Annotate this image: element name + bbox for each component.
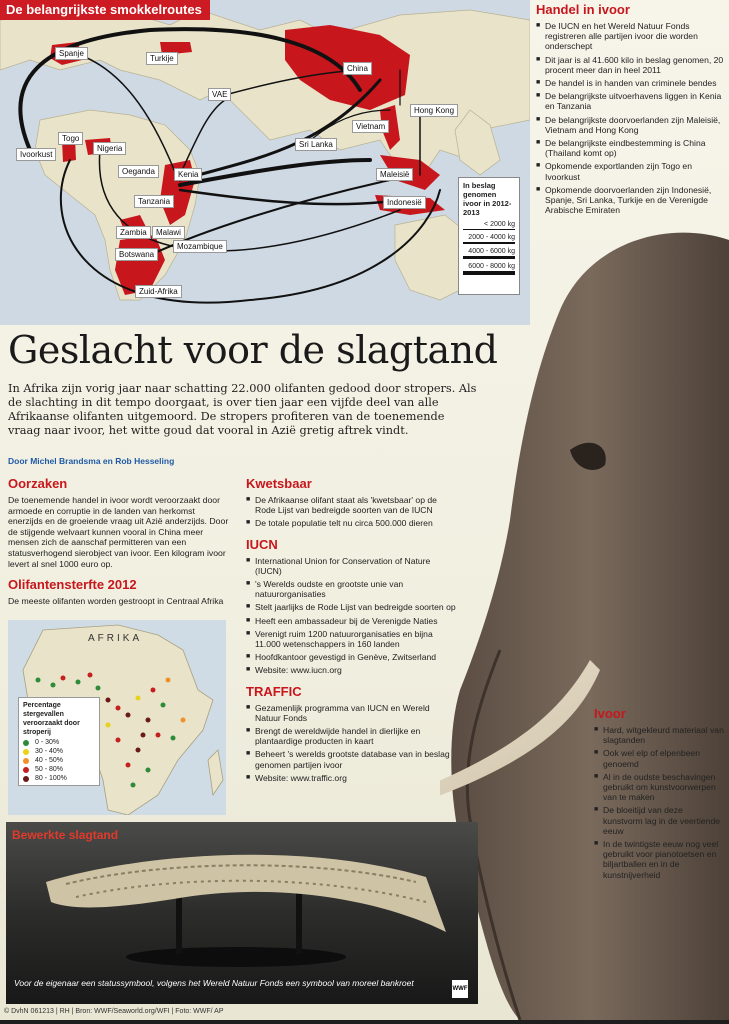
label-srilanka: Sri Lanka [295, 138, 337, 151]
list-item: ■ De totale populatie telt nu circa 500.000 dieren [246, 518, 456, 528]
label-ivoorkust: Ivoorkust [16, 148, 56, 161]
red-dot-icon [23, 767, 29, 773]
list-item: ■ Beheert 's werelds grootste database van in beslag genomen partijen ivoor [246, 749, 456, 769]
carved-tusk-photo [6, 822, 478, 1004]
label-vietnam: Vietnam [352, 120, 389, 133]
label-malawi: Malawi [152, 226, 185, 239]
label-maleisie: Maleisië [376, 168, 413, 181]
list-item: ■ Stelt jaarlijks de Rode Lijst van bedreigde soorten op [246, 602, 456, 612]
handel-section [536, 2, 724, 218]
orange-dot-icon [23, 758, 29, 764]
list-item: ■ De belangrijkste uitvoerhavens liggen in Kenia en Tanzania [536, 91, 724, 111]
label-hongkong: Hong Kong [410, 104, 458, 117]
legend-item: 0 - 30% [23, 739, 95, 746]
africa-label: AFRIKA [88, 633, 143, 644]
carved-caption: Voor de eigenaar een statussymbool, volgens het Wereld Natuur Fonds een symbool van moreel bankroet [14, 978, 414, 988]
oorzaken-text: De toenemende handel in ivoor wordt veroorzaakt door armoede en corruptie in de landen van herkomst enerzijds en de groeiende vraag uit Azië anderzijds. Door de stijgende welvaart kunnen vooral in China meer mensen zich de aanschaf permitteren van een statusverhogend sierobject van ivoor. Een kilogram ivoor levert al snel 1000 euro op. [8, 495, 229, 569]
carved-tusk-graphic [6, 822, 478, 1004]
legend-row: < 2000 kg [463, 221, 515, 230]
label-china: China [343, 62, 372, 75]
traffic-list [246, 703, 456, 783]
list-item: ■ Hoofdkantoor gevestigd in Genève, Zwitserland [246, 652, 456, 662]
legend-item: 50 - 80% [23, 766, 95, 773]
darkred-dot-icon [23, 776, 29, 782]
label-vae: VAE [208, 88, 231, 101]
list-item: ■ De IUCN en het Wereld Natuur Fonds registreren alle partijen ivoor die worden onderschept [536, 21, 724, 52]
ivoor-list [594, 725, 724, 880]
label-turkije: Turkije [146, 52, 178, 65]
legend-title: In beslag genomen ivoor in 2012-2013 [463, 181, 512, 217]
legend-item: 40 - 50% [23, 757, 95, 764]
carved-title: Bewerkte slagtand [12, 828, 119, 842]
label-nigeria: Nigeria [93, 142, 126, 155]
label-spanje: Spanje [55, 47, 88, 60]
middle-column [246, 476, 456, 786]
list-item: ■ Ook wel elp of elpenbeen genoemd [594, 748, 724, 768]
list-item: ■ Hard, witgekleurd materiaal van slagtanden [594, 725, 724, 745]
list-item: ■ Dit jaar is al 41.600 kilo in beslag genomen, 20 procent meer dan in heel 2011 [536, 55, 724, 75]
left-column [8, 476, 230, 607]
list-item: ■ De belangrijkste doorvoerlanden zijn Maleisië, Vietnam and Hong Kong [536, 115, 724, 135]
africa-mortality-map [8, 620, 226, 815]
label-tanzania: Tanzania [134, 195, 174, 208]
list-item: ■ De Afrikaanse olifant staat als 'kwetsbaar' op de Rode Lijst van bedreigde soorten van de IUCN [246, 495, 456, 515]
list-item: ■ Heeft een ambassadeur bij de Verenigde Naties [246, 616, 456, 626]
label-togo: Togo [58, 132, 83, 145]
ivoor-title: Ivoor [594, 706, 626, 721]
handel-list [536, 21, 724, 215]
label-oeganda: Oeganda [118, 165, 159, 178]
wwf-logo-icon: WWF [452, 980, 468, 998]
list-item: ■ Website: www.iucn.org [246, 665, 456, 675]
legend-row: 6000 - 8000 kg [463, 263, 515, 275]
list-item: ■ Al in de oudste beschavingen gebruikt om kunstvoorwerpen van te maken [594, 772, 724, 803]
list-item: ■ Opkomende doorvoerlanden zijn Indonesië, Spanje, Sri Lanka, Turkije en de Verenigde Arabische Emiraten [536, 185, 724, 216]
kwetsbaar-title: Kwetsbaar [246, 476, 312, 491]
legend-item: 80 - 100% [23, 775, 95, 782]
traffic-title: TRAFFIC [246, 683, 302, 699]
ivoor-section [594, 706, 724, 883]
sterfte-title: Olifantensterfte 2012 [8, 577, 137, 593]
byline: Door Michel Brandsma en Rob Hesseling [8, 456, 175, 466]
oorzaken-title: Oorzaken [8, 476, 68, 491]
list-item: ■ De bloeitijd van deze kunstvorm lag in de veertiende eeuw [594, 805, 724, 836]
list-item: ■ 's Werelds oudste en grootste unie van natuurorganisaties [246, 579, 456, 599]
handel-title: Handel in ivoor [536, 2, 630, 17]
label-botswana: Botswana [115, 248, 158, 261]
yellow-dot-icon [23, 749, 29, 755]
list-item: ■ De handel is in handen van criminele bendes [536, 78, 724, 88]
label-mozambique: Mozambique [173, 240, 227, 253]
label-indonesie: Indonesië [383, 196, 426, 209]
intro-text: In Afrika zijn vorig jaar naar schatting 22.000 olifanten gedood door stropers. Als de slachting in dit tempo doorgaat, is over tien jaar een vijfde deel van alle Afrikaanse olifanten uitgemoord. De stropers profiteren van de toenemende vraag naar ivoor, het witte goud dat vooral in Azië gretig aftrek vindt. [8, 382, 477, 437]
iucn-title: IUCN [246, 536, 278, 552]
list-item: ■ International Union for Conservation of Nature (IUCN) [246, 556, 456, 576]
list-item: ■ Website: www.traffic.org [246, 773, 456, 783]
list-item: ■ Verenigt ruim 1200 natuurorganisaties en bijna 11.000 wetenschappers in 160 landen [246, 629, 456, 649]
legend-row: 4000 - 6000 kg [463, 248, 515, 259]
map-title: De belangrijkste smokkelroutes [0, 0, 210, 20]
legend-item: 30 - 40% [23, 748, 95, 755]
label-kenia: Kenia [174, 168, 202, 181]
list-item: ■ Opkomende exportlanden zijn Togo en Ivoorkust [536, 161, 724, 181]
legend-row: 2000 - 4000 kg [463, 234, 515, 244]
label-zuidafrika: Zuid-Afrika [135, 285, 182, 298]
sterfte-text: De meeste olifanten worden gestroopt in Centraal Afrika [8, 596, 224, 607]
headline: Geslacht voor de slagtand [8, 328, 498, 372]
kwetsbaar-list [246, 495, 456, 529]
label-zambia: Zambia [116, 226, 151, 239]
credits: © DvhN 061213 | RH | Bron: WWF/Seaworld.org/WFI | Foto: WWF/ AP [4, 1008, 224, 1015]
green-dot-icon [23, 740, 29, 746]
list-item: ■ Gezamenlijk programma van IUCN en Wereld Natuur Fonds [246, 703, 456, 723]
mortality-legend [18, 697, 100, 786]
list-item: ■ In de twintigste eeuw nog veel gebruikt voor pianotoetsen en biljartballen en in de kunstnijverheid [594, 839, 724, 880]
mortality-legend-title: Percentage stergevallen veroorzaakt door stroperij [23, 702, 80, 736]
list-item: ■ De belangrijkste eindbestemming is China (Thailand komt op) [536, 138, 724, 158]
list-item: ■ Brengt de wereldwijde handel in dierlijke en plantaardige producten in kaart [246, 726, 456, 746]
bottom-bar [0, 1020, 729, 1024]
iucn-list [246, 556, 456, 676]
